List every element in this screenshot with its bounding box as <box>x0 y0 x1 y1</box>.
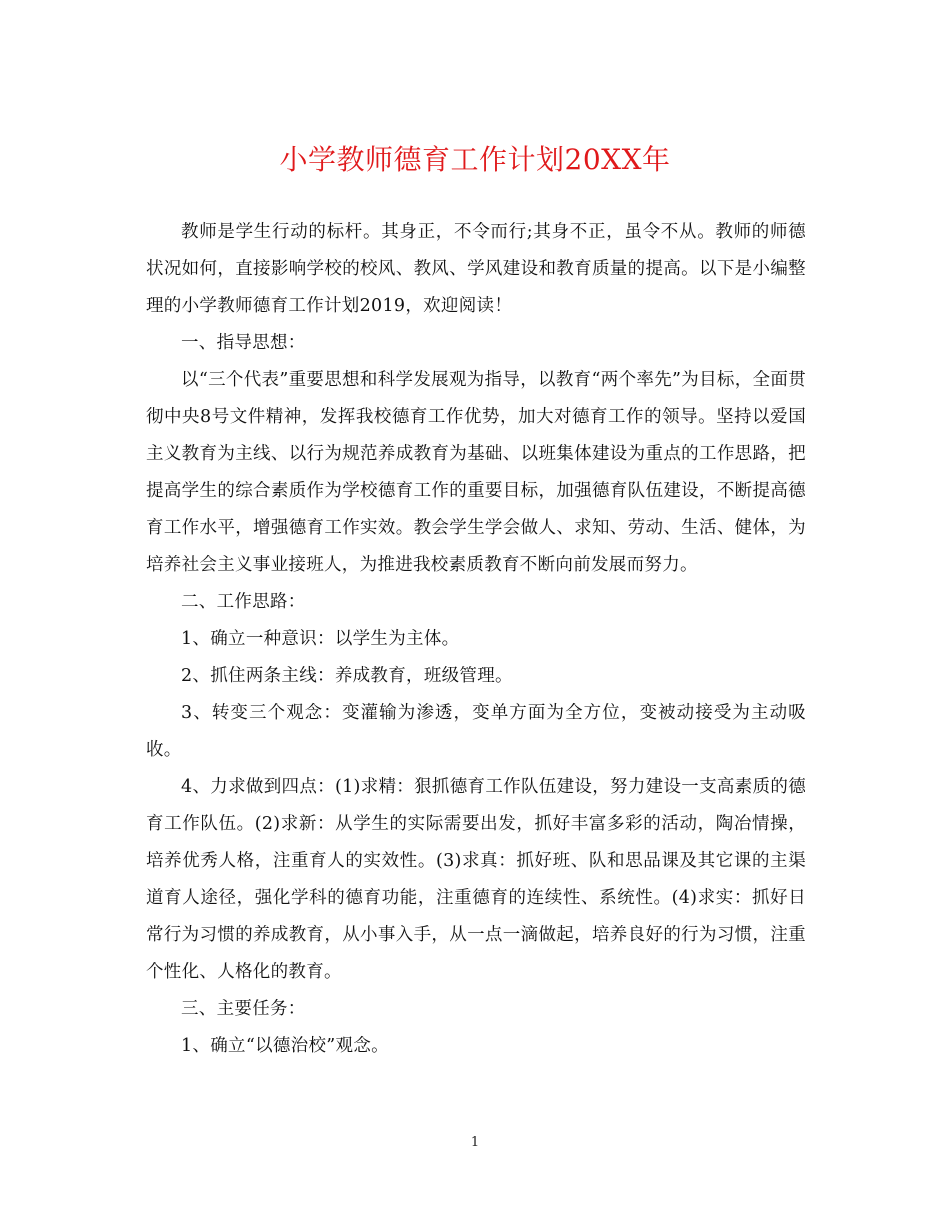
paragraph-guiding-ideology: 以“三个代表”重要思想和科学发展观为指导，以教育“两个率先”为目标，全面贯彻中央8号文件精神，发挥我校德育工作优势，加大对德育工作的领导。坚持以爱国主义教育为主线、以行为规范养成教育为基础、以班集体建设为重点的工作思路，把提高学生的综合素质作为学校德育工作的重要目标，加强德育队伍建设，不断提高德育工作水平，增强德育工作实效。教会学生学会做人、求知、劳动、生活、健体，为培养社会主义事业接班人，为推进我校素质教育不断向前发展而努力。 <box>146 370 806 575</box>
list-item-4: 4、力求做到四点：(1)求精：狠抓德育工作队伍建设，努力建设一支高素质的德育工作队伍。(2)求新：从学生的实际需要出发，抓好丰富多彩的活动，陶冶情操，培养优秀人格，注重育人的实效性。(3)求真：抓好班、队和思品课及其它课的主渠道育人途径，强化学科的德育功能，注重德育的连续性、系统性。(4)求实：抓好日常行为习惯的养成教育，从小事入手，从一点一滴做起，培养良好的行为习惯，注重个性化、人格化的教育。 <box>146 777 806 982</box>
list-item-1: 1、确立一种意识：以学生为主体。 <box>181 629 460 649</box>
task-item-1: 1、确立“以德治校”观念。 <box>181 1036 389 1056</box>
list-item-2: 2、抓住两条主线：养成教育，班级管理。 <box>181 666 513 686</box>
page-number: 1 <box>470 1135 480 1150</box>
document-body <box>146 214 806 1065</box>
section-heading-main-tasks: 三、主要任务： <box>181 999 306 1019</box>
paragraph-intro: 教师是学生行动的标杆。其身正，不令而行;其身不正，虽令不从。教师的师德状况如何，直接影响学校的校风、教风、学风建设和教育质量的提高。以下是小编整理的小学教师德育工作计划2019，欢迎阅读！ <box>146 222 806 316</box>
section-heading-guiding-ideology: 一、指导思想： <box>181 333 306 353</box>
document-title: 小学教师德育工作计划20XX年 <box>279 143 671 176</box>
list-item-3: 3、转变三个观念：变灌输为渗透，变单方面为全方位，变被动接受为主动吸收。 <box>146 703 806 760</box>
section-heading-work-approach: 二、工作思路： <box>181 592 306 612</box>
